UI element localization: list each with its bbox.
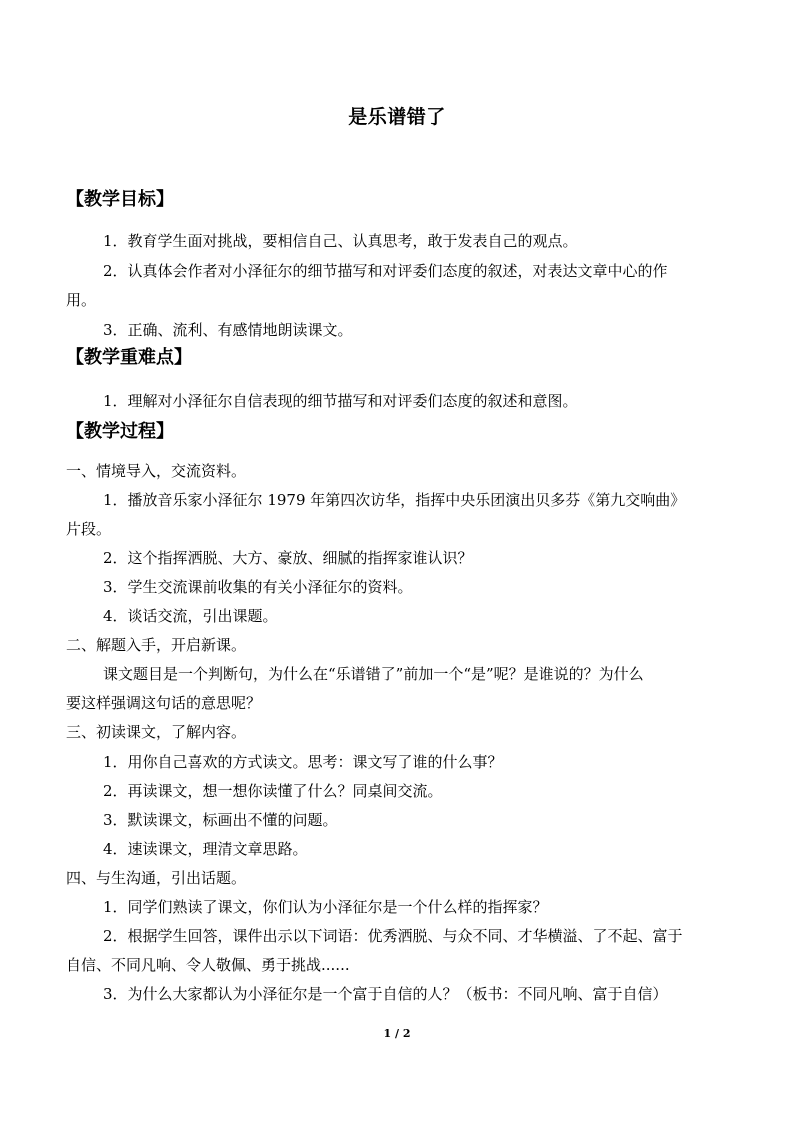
process-line: 3．默读课文，标画出不懂的问题。 — [103, 811, 338, 829]
process-line: 2．再读课文，想一想你读懂了什么？同桌间交流。 — [103, 782, 443, 800]
process-step-3-heading: 三、初读课文，了解内容。 — [66, 723, 247, 741]
process-line: 自信、不同凡响、令人敬佩、勇于挑战...... — [66, 956, 350, 974]
process-line: 4．速读课文，理清文章思路。 — [103, 840, 308, 858]
process-line: 2．根据学生回答，课件出示以下词语：优秀洒脱、与众不同、才华横溢、了不起、富于 — [103, 927, 683, 945]
key-point-item-1: 1．理解对小泽征尔自信表现的细节描写和对评委们态度的叙述和意图。 — [103, 392, 578, 410]
process-step-2-heading: 二、解题入手，开启新课。 — [66, 636, 247, 654]
process-line: 3．为什么大家都认为小泽征尔是一个富于自信的人？（板书：不同凡响、富于自信） — [103, 985, 668, 1003]
process-step-1-heading: 一、情境导入，交流资料。 — [66, 462, 247, 480]
goal-item-2: 2．认真体会作者对小泽征尔的细节描写和对评委们态度的叙述，对表达文章中心的作 — [103, 262, 668, 280]
page-title: 是乐谱错了 — [348, 106, 446, 128]
goal-item-3: 3．正确、流利、有感情地朗读课文。 — [103, 321, 353, 339]
section-heading-key-points: 【教学重难点】 — [66, 347, 192, 368]
section-heading-goals: 【教学目标】 — [66, 189, 174, 210]
section-heading-process: 【教学过程】 — [66, 421, 174, 442]
process-line: 3．学生交流课前收集的有关小泽征尔的资料。 — [103, 578, 413, 596]
goal-item-2-continued: 用。 — [66, 291, 97, 309]
process-line: 1．播放音乐家小泽征尔 1979 年第四次访华，指挥中央乐团演出贝多芬《第九交响曲》 — [103, 491, 686, 509]
goal-item-1: 1．教育学生面对挑战，要相信自己、认真思考，敢于发表自己的观点。 — [103, 232, 578, 250]
process-line: 要这样强调这句话的意思呢？ — [66, 694, 262, 712]
process-step-4-heading: 四、与生沟通，引出话题。 — [66, 869, 247, 887]
process-line: 课文题目是一个判断句，为什么在“乐谱错了”前加一个“是”呢？是谁说的？为什么 — [103, 665, 644, 683]
process-line: 4．谈话交流，引出课题。 — [103, 607, 278, 625]
page-number: 1 / 2 — [383, 1027, 411, 1040]
process-line: 片段。 — [66, 520, 112, 538]
process-line: 1．同学们熟读了课文，你们认为小泽征尔是一个什么样的指挥家？ — [103, 898, 548, 916]
process-line: 1．用你自己喜欢的方式读文。思考：课文写了谁的什么事？ — [103, 753, 503, 771]
process-line: 2．这个指挥洒脱、大方、豪放、细腻的指挥家谁认识？ — [103, 549, 473, 567]
